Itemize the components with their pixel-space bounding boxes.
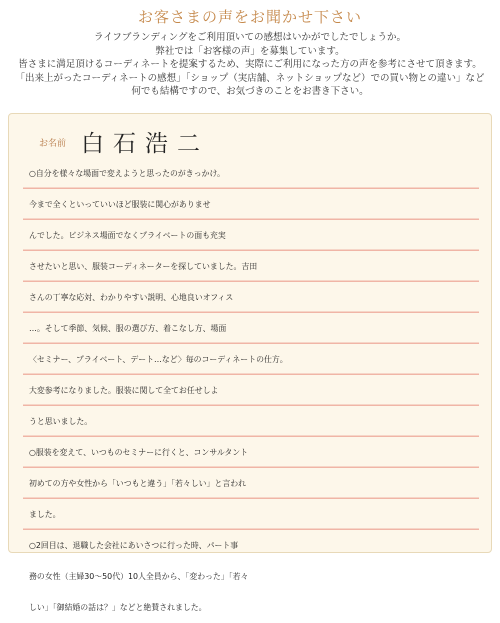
intro-line: 何でも結構ですので、お気づきのことをお書き下さい。 <box>131 86 369 98</box>
comment-line: うと思いました。 <box>29 417 93 426</box>
intro-line: 弊社では「お客様の声」を募集しています。 <box>155 45 345 57</box>
customer-name: 白石浩二 <box>81 131 209 157</box>
intro-line: 「出来上がったコーディネートの感想」「ショップ（実店舗、ネットショップなど）での買い物との違い」など <box>15 72 485 84</box>
handwritten-comment <box>29 158 485 623</box>
comment-line: しい」「御結婚の話は？」などと絶賛されました。 <box>29 603 207 612</box>
intro-line: ライフブランディングをご利用頂いての感想はいかがでしたでしょうか。 <box>94 32 406 43</box>
comment-line: ○服装を変えて、いつものセミナーに行くと、コンサルタント <box>29 448 249 457</box>
comment-line: 初めての方や女性から「いつもと違う」「若々しい」と言われ <box>29 479 246 488</box>
comment-line: ○2回目は、退職した会社にあいさつに行った時、パート事 <box>29 541 239 550</box>
comment-line: 〈セミナー、プライベート、デート…など〉毎のコーディネートの仕方。 <box>29 355 288 364</box>
intro-line: 皆さまに満足頂けるコーディネートを提案するため、実際にご利用になった方の声を参考にさせて頂きます。 <box>18 59 482 71</box>
comment-line: ○自分を様々な場面で変えようと思ったのがきっかけ。 <box>29 169 225 178</box>
comment-line: させたいと思い、服装コーディネーターを探していました。吉田 <box>29 262 258 271</box>
comment-line: 務の女性（主婦30〜50代）10人全員から、「変わった」「若々 <box>29 572 249 581</box>
feedback-sheet <box>8 113 492 612</box>
ruled-area <box>23 158 479 612</box>
comment-line: ました。 <box>29 510 61 519</box>
comment-line: んでした。ビジネス場面でなくプライベートの面も充実 <box>29 231 226 240</box>
intro-text <box>0 31 500 99</box>
name-label: お名前 <box>39 139 67 149</box>
page-title: お客さまの声をお聞かせ下さい <box>137 8 362 26</box>
comment-line: 今まで全くといっていいほど服装に関心がありませ <box>29 200 211 209</box>
comment-line: …。そして季節、気候、服の選び方、着こなし方、場面 <box>29 324 227 333</box>
comment-line: 大変参考になりました。服装に関して全てお任せしよ <box>29 386 219 395</box>
comment-line: さんの丁寧な応対、わかりやすい説明、心地良いオフィス <box>29 293 234 302</box>
name-row <box>9 124 493 158</box>
